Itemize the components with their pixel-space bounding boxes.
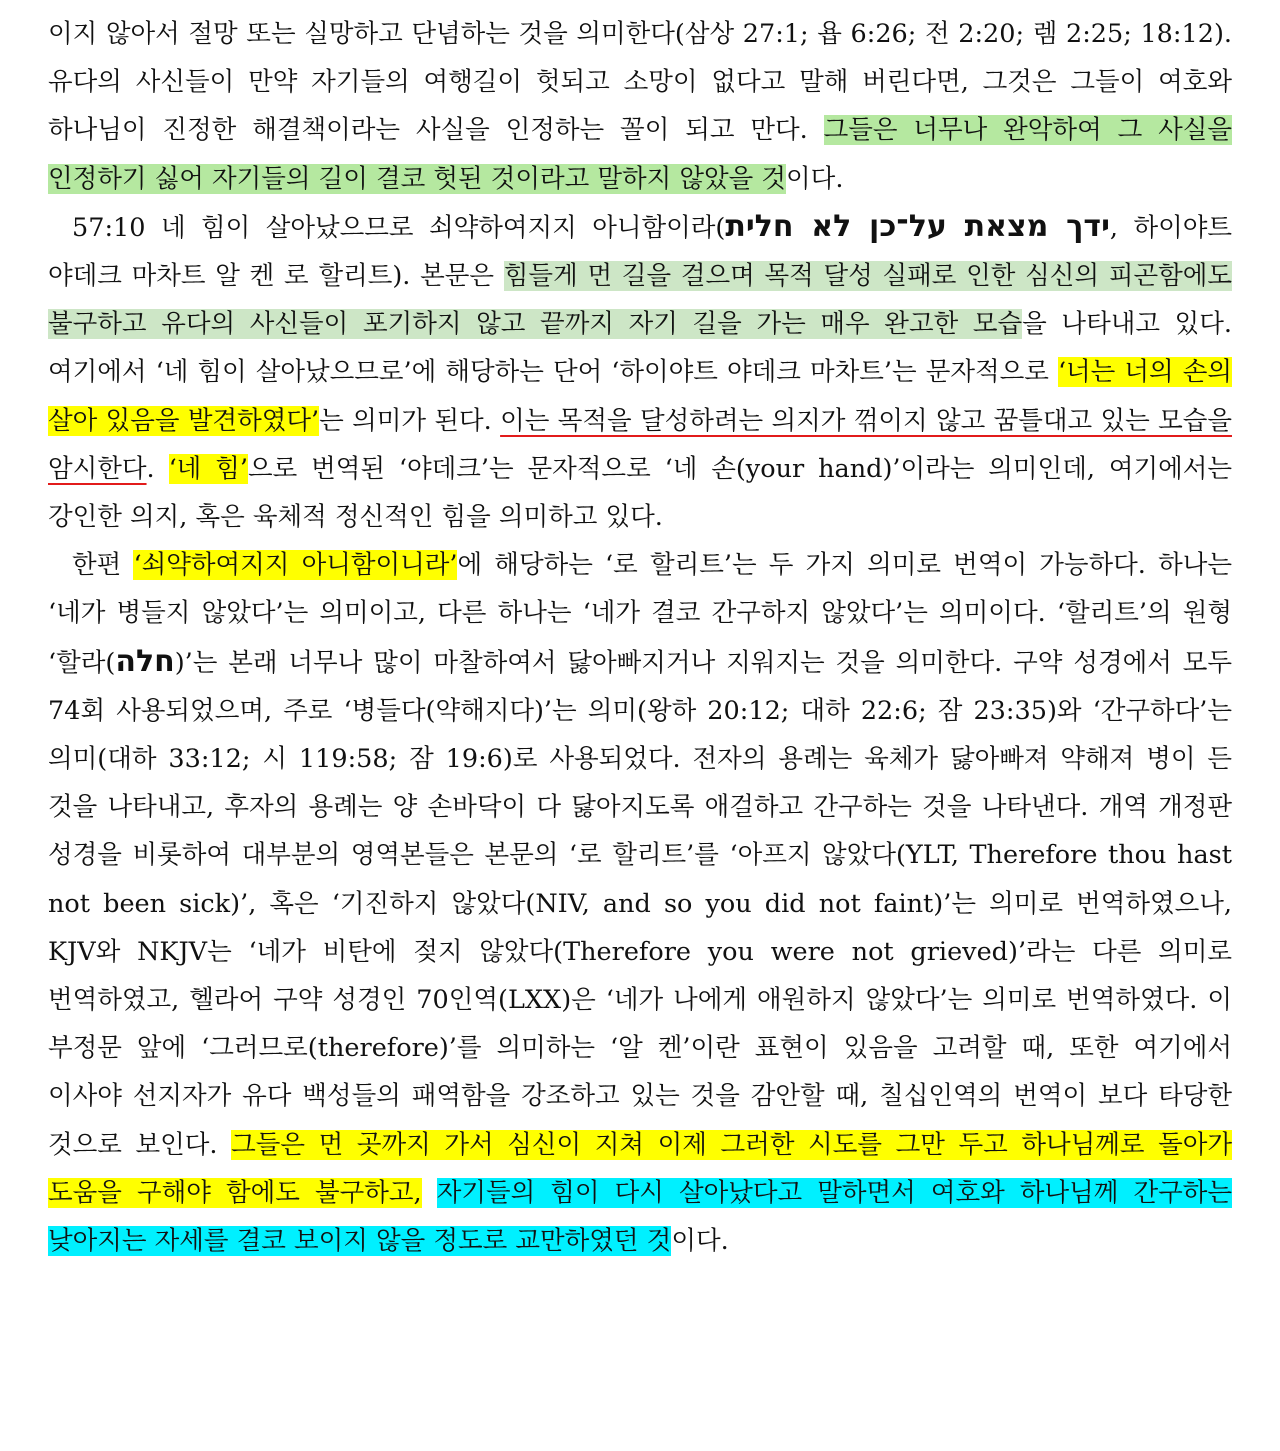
text-segment: 이지 않아서 절망 또는 실망하고 단념하는 것을 의미한다(삼상 27:1; 욥 6:26; 전 2:20; 렘 2:25; 18:12). 유다의 사신들이 만약 자기들의 여행길이 헛되고 소망이 없다고 말해 버린다면, 그것은 그들이 여호와 하나님이 진정한 해결책이라는 사실을 인정하는 꼴이 되고 만다. (48, 19, 1232, 146)
red-underline: 이는 목적을 달성하려는 의지가 꺾이지 않고 꿈틀대고 있는 모습을 암시한다 (48, 405, 1232, 484)
text-segment: 이다. (786, 163, 844, 194)
yellow-highlight: ‘너는 너의 손의 살아 있음을 발견하였다’ (48, 357, 1232, 436)
yellow-highlight: 그들은 먼 곳까지 가서 심신이 지쳐 이제 그러한 시도를 그만 두고 하나님께로 돌아가 도움을 구해야 함에도 불구하고, (48, 1129, 1232, 1208)
cyan-highlight: 자기들의 힘이 다시 살아났다고 말하면서 여호와 하나님께 간구하는 낮아지는 자세를 결코 보이지 않을 정도로 교만하였던 것 (48, 1177, 1233, 1257)
document-page (48, 10, 1232, 1265)
hebrew-text: ידך מצאת על־כן לא חלית (725, 208, 1110, 244)
text-segment: 한편 (72, 550, 134, 581)
hebrew-text: חלה (115, 643, 175, 679)
text-segment: 는 의미가 된다. (319, 405, 501, 436)
text-segment: , 하이야트 야데크 마차트 알 켄 로 할리트). 본문은 (48, 212, 1232, 292)
text-segment: 이다. (671, 1226, 729, 1257)
paragraph-2 (48, 203, 1232, 541)
text-segment: 57:10 네 힘이 살아났으므로 쇠약하여지지 아니함이라( (72, 212, 726, 243)
text-segment: 을 나타내고 있다. 여기에서 ‘네 힘이 살아났으므로’에 해당하는 단어 ‘하이야트 야데크 마차트’는 문자적으로 (48, 309, 1232, 388)
yellow-highlight: ‘네 힘’ (168, 453, 248, 484)
text-segment: 으로 번역된 ‘야데크’는 문자적으로 ‘네 손(your hand)’이라는 의미인데, 여기에서는 강인한 의지, 혹은 육체적 정신적인 힘을 의미하고 있다. (48, 453, 1232, 533)
paragraph-3 (48, 541, 1232, 1265)
text-segment: )’는 본래 너무나 많이 마찰하여서 닳아빠지거나 지워지는 것을 의미한다. 구약 성경에서 모두 74회 사용되었으며, 주로 ‘병들다(약해지다)’는 의미(왕하 20:12; 대하 22:6; 잠 23:35)와 ‘간구하다’는 의미(대하 33:12; 시 119:58; 잠 19:6)로 사용되었다. 전자의 용례는 육체가 닳아빠져 약해져 병이 든 것을 나타내고, 후자의 용례는 양 손바닥이 다 닳아지도록 애걸하고 간구하는 것을 나타낸다. 개역 개정판 성경을 비롯하여 대부분의 영역본들은 본문의 ‘로 할리트’를 ‘아프지 않았다(YLT, Therefore thou hast not been sick)’, 혹은 ‘기진하지 않았다(NIV, and so you did not faint)’는 의미로 번역하였으나, KJV와 NKJV는 ‘네가 비탄에 젖지 않았다(Therefore you were not grieved)’라는 다른 의미로 번역하였고, 헬라어 구약 성경인 70인역(LXX)은 ‘네가 나에게 애원하지 않았다’는 의미로 번역하였다. 이 부정문 앞에 ‘그러므로(therefore)’를 의미하는 ‘알 켄’이란 표현이 있음을 고려할 때, 또한 여기에서 이사야 선지자가 유다 백성들의 패역함을 강조하고 있는 것을 감안할 때, 칠십인역의 번역이 보다 타당한 것으로 보인다. (48, 647, 1232, 1160)
paragraph-1 (48, 10, 1232, 203)
yellow-highlight: ‘쇠약하여지지 아니함이니라’ (133, 550, 458, 581)
text-segment: 에 해당하는 ‘로 할리트’는 두 가지 의미로 번역이 가능하다. 하나는 ‘네가 병들지 않았다’는 의미이고, 다른 하나는 ‘네가 결코 간구하지 않았다’는 의미이다. ‘할리트’의 원형 ‘할라( (48, 550, 1233, 678)
text-segment: . (146, 453, 169, 484)
green-highlight: 힘들게 먼 길을 걸으며 목적 달성 실패로 인한 심신의 피곤함에도 불구하고 유다의 사신들이 포기하지 않고 끝까지 자기 길을 가는 매우 완고한 모습 (48, 261, 1232, 340)
green-highlight: 그들은 너무나 완악하여 그 사실을 인정하기 싫어 자기들의 길이 결코 헛된 것이라고 말하지 않았을 것 (48, 115, 1232, 194)
text-segment (422, 1178, 437, 1208)
